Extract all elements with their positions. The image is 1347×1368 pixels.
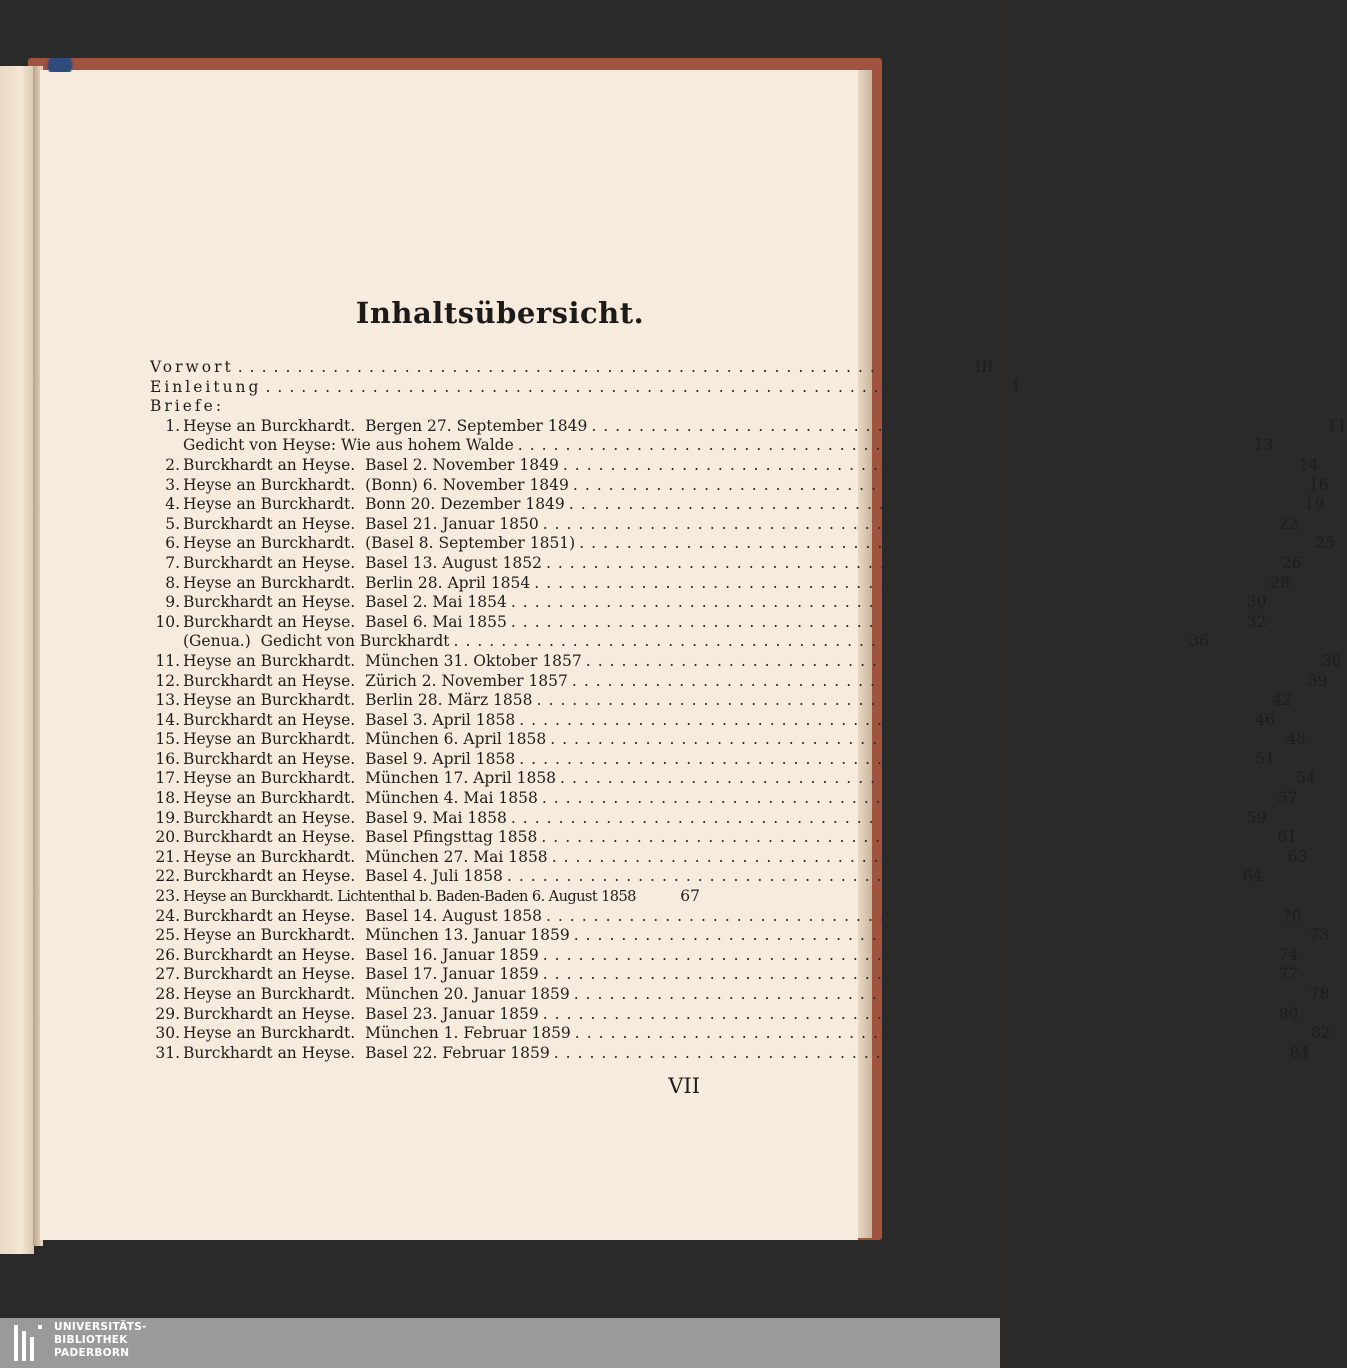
toc-leader-dots: ............................................................ — [573, 926, 1290, 945]
toc-entry — [150, 534, 1335, 554]
toc-entry-page: 77 — [1278, 965, 1299, 984]
toc-entry-title: Heyse an Burckhardt. (Bonn) 6. November 1849 — [183, 475, 569, 494]
page-title: Inhaltsübersicht. — [355, 296, 645, 330]
toc-entry-title: Burckhardt an Heyse. Basel 3. April 1858 — [183, 710, 516, 729]
toc-entry-page: 67 — [680, 887, 700, 906]
toc-entry-title: Briefe: — [150, 397, 225, 416]
toc-entry-number: 13. — [155, 691, 180, 710]
toc-entry-title: Heyse an Burckhardt. Berlin 28. März 1858 — [183, 691, 533, 710]
toc-entry-number: 6. — [165, 534, 180, 553]
library-name-line-2: BIBLIOTHEK — [54, 1334, 128, 1346]
toc-entry-page: 64 — [1242, 867, 1263, 886]
page-number: VII — [668, 1074, 700, 1098]
toc-entry-title: Burckhardt an Heyse. Basel 6. Mai 1855 — [183, 612, 507, 631]
toc-entry — [150, 985, 1330, 1005]
toc-leader-dots: ............................................................ — [542, 1004, 1259, 1023]
toc-entry-title: Vorwort — [150, 358, 234, 376]
toc-entry — [150, 358, 994, 378]
toc-leader-dots: ............................................................ — [541, 828, 1257, 847]
left-page-edge — [0, 66, 34, 1254]
toc-entry — [150, 573, 1290, 594]
toc-entry-number: 19. — [155, 808, 180, 827]
toc-leader-dots: ............................................................ — [560, 769, 1276, 788]
toc-entry-number: 23. — [155, 887, 180, 906]
toc-entry-page: 63 — [1287, 847, 1308, 866]
toc-entry-number: 31. — [155, 1043, 180, 1062]
toc-entry — [150, 612, 1267, 633]
toc-entry — [150, 691, 1293, 711]
toc-entry — [150, 553, 1302, 574]
toc-entry-page: 13 — [1253, 436, 1274, 455]
toc-entry-number: 8. — [165, 573, 180, 592]
toc-entry-title: Gedicht von Heyse: Wie aus hohem Walde — [183, 436, 514, 455]
toc-entry-number: 29. — [155, 1004, 180, 1023]
toc-leader-dots: ............................................................ — [517, 436, 1234, 455]
toc-leader-dots: ............................................................ — [579, 534, 1295, 553]
toc-entry-page: 11 — [1327, 416, 1347, 435]
toc-entry-number: 14. — [155, 710, 180, 729]
toc-leader-dots: ............................................................ — [591, 416, 1307, 435]
toc-entry-title: Heyse an Burckhardt. München 20. Januar 1859 — [183, 985, 570, 1003]
toc-entry — [150, 632, 1210, 652]
toc-entry — [150, 945, 1299, 966]
toc-entry-page: 74 — [1278, 945, 1299, 964]
toc-leader-dots: ............................................................ — [510, 808, 1227, 827]
toc-entry-number: 25. — [155, 926, 180, 945]
toc-entry-title: Burckhardt an Heyse. Basel 9. April 1858 — [183, 749, 516, 768]
toc-entry-title: Heyse an Burckhardt. München 27. Mai 1858 — [183, 847, 548, 866]
toc-entry-number: 18. — [155, 789, 180, 808]
toc-entry-page: 57 — [1277, 789, 1298, 808]
toc-leader-dots: ............................................................ — [519, 710, 1235, 729]
toc-entry-page: 28 — [1270, 573, 1290, 592]
toc-entry-title: Heyse an Burckhardt. München 17. April 1858 — [183, 769, 557, 788]
toc-entry-title: Burckhardt an Heyse. Basel 17. Januar 1859 — [183, 965, 539, 984]
toc-leader-dots: ............................................................ — [510, 593, 1227, 612]
toc-entry-title: Heyse an Burckhardt. Bonn 20. Dezember 1849 — [183, 495, 565, 514]
toc-entry-title: (Genua.) Gedicht von Burckhardt — [183, 632, 450, 651]
toc-entry-title: Burckhardt an Heyse. Basel Pfingsttag 1858 — [183, 828, 538, 847]
toc-entry — [150, 455, 1319, 476]
library-footer-bar — [0, 1318, 1000, 1368]
toc-entry — [150, 789, 1298, 809]
toc-entry-page: 1 — [1011, 377, 1022, 396]
toc-leader-dots: ............................................................ — [506, 867, 1223, 886]
toc-entry-page: 42 — [1272, 691, 1293, 710]
toc-entry-page: 51 — [1255, 749, 1275, 768]
toc-entry — [150, 906, 1302, 927]
toc-entry-page: 32 — [1246, 612, 1267, 631]
toc-leader-dots: ............................................................ — [585, 651, 1302, 670]
toc-leader-dots: ............................................................ — [574, 1024, 1291, 1043]
toc-entry — [150, 397, 700, 417]
toc-leader-dots: ............................................................ — [536, 691, 1253, 710]
library-name — [54, 1321, 147, 1360]
toc-entry — [150, 749, 1275, 770]
toc-entry-title: Heyse an Burckhardt. München 31. Oktober 1857 — [183, 651, 582, 670]
toc-entry-page: 54 — [1295, 769, 1316, 788]
toc-entry-number: 26. — [155, 945, 180, 964]
toc-entry-title: Burckhardt an Heyse. Basel 4. Juli 1858 — [183, 867, 503, 886]
toc-entry-page: 26 — [1281, 553, 1302, 572]
toc-entry — [150, 769, 1316, 789]
toc-entry-page: 59 — [1246, 808, 1267, 827]
toc-entry-title: Einleitung — [150, 377, 262, 396]
toc-entry-page: 70 — [1281, 906, 1302, 925]
toc-entry-page: 78 — [1309, 985, 1330, 1003]
toc-entry-title: Burckhardt an Heyse. Basel 2. Mai 1854 — [183, 593, 507, 612]
toc-entry-page: 19 — [1304, 495, 1325, 514]
toc-entry-title: Burckhardt an Heyse. Basel 2. November 1849 — [183, 455, 559, 474]
toc-entry — [150, 867, 1263, 887]
toc-entry-title: Burckhardt an Heyse. Basel 21. Januar 1850 — [183, 514, 539, 533]
toc-entry-title: Heyse an Burckhardt. München 13. Januar 1859 — [183, 926, 570, 945]
toc-leader-dots: ............................................................ — [542, 965, 1259, 984]
toc-entry-title: Heyse an Burckhardt. München 4. Mai 1858 — [183, 789, 538, 808]
toc-leader-dots: ............................................................ — [519, 749, 1235, 768]
library-logo-icon — [14, 1325, 42, 1361]
toc-entry-page: 16 — [1308, 475, 1329, 494]
toc-entry-page: 46 — [1255, 710, 1275, 729]
toc-entry-page: 84 — [1289, 1043, 1310, 1062]
toc-entry-title: Burckhardt an Heyse. Basel 9. Mai 1858 — [183, 808, 507, 827]
toc-entry-page: 38 — [1321, 651, 1342, 670]
toc-leader-dots: ............................................................ — [551, 847, 1268, 866]
toc-entry — [150, 651, 1342, 672]
toc-entry-page: 36 — [1189, 632, 1210, 651]
toc-entry-number: 5. — [165, 514, 180, 533]
toc-entry-title: Heyse an Burckhardt. München 6. April 1858 — [183, 730, 547, 749]
toc-leader-dots: ............................................................ — [237, 358, 954, 376]
toc-leader-dots: ............................................................ — [568, 495, 1285, 514]
toc-leader-dots: ............................................................ — [571, 671, 1288, 690]
toc-leader-dots: ............................................................ — [510, 612, 1227, 631]
toc-entry — [150, 887, 700, 907]
toc-entry — [150, 710, 1275, 731]
toc-entry-title: Burckhardt an Heyse. Basel 22. Februar 1859 — [183, 1043, 550, 1062]
toc-entry-title: Heyse an Burckhardt. Bergen 27. September 1849 — [183, 416, 588, 435]
toc-entry-number: 22. — [155, 867, 180, 886]
toc-leader-dots: ............................................................ — [265, 377, 982, 396]
toc-entry-title: Burckhardt an Heyse. Basel 23. Januar 1859 — [183, 1004, 539, 1023]
toc-entry — [150, 475, 1329, 496]
toc-entry — [150, 416, 1347, 437]
toc-leader-dots: ............................................................ — [534, 573, 1250, 592]
toc-entry-title: Burckhardt an Heyse. Basel 16. Januar 1859 — [183, 945, 539, 964]
toc-entry — [150, 436, 1274, 456]
toc-leader-dots: ............................................................ — [572, 475, 1289, 494]
toc-entry-page: 14 — [1298, 455, 1319, 474]
toc-leader-dots: ............................................................ — [550, 730, 1266, 749]
toc-entry-title: Heyse an Burckhardt. (Basel 8. September 1851) — [183, 534, 576, 553]
toc-entry-page: 73 — [1309, 926, 1330, 945]
toc-entry — [150, 495, 1325, 515]
toc-entry — [150, 730, 1306, 750]
toc-entry-page: 25 — [1315, 534, 1335, 553]
toc-leader-dots: ............................................................ — [453, 632, 1170, 651]
toc-leader-dots: ............................................................ — [562, 455, 1279, 474]
toc-entry-number: 1. — [165, 416, 180, 435]
toc-entry — [150, 926, 1330, 946]
toc-entry-number: 10. — [155, 612, 180, 631]
toc-entry — [150, 593, 1267, 613]
toc-entry-number: 16. — [155, 749, 180, 768]
toc-entry-number: 7. — [165, 553, 180, 572]
toc-leader-dots: ............................................................ — [573, 985, 1290, 1003]
toc-leader-dots: ............................................................ — [545, 906, 1262, 925]
toc-entry — [150, 1004, 1299, 1025]
toc-entry-title: Heyse an Burckhardt. Berlin 28. April 1854 — [183, 573, 531, 592]
toc-entry-title: Burckhardt an Heyse. Basel 14. August 1858 — [183, 906, 542, 925]
toc-leader-dots: ............................................................ — [542, 945, 1259, 964]
toc-entry-number: 11. — [155, 651, 180, 670]
toc-entry-number: 15. — [155, 730, 180, 749]
toc-leader-dots: ............................................................ — [545, 553, 1262, 572]
toc-entry — [150, 808, 1267, 829]
toc-leader-dots: ............................................................ — [542, 514, 1259, 533]
toc-entry — [150, 965, 1299, 985]
toc-entry-title: Burckhardt an Heyse. Zürich 2. November 1857 — [183, 671, 568, 690]
toc-entry-number: 30. — [155, 1024, 180, 1043]
toc-entry-page: 82 — [1310, 1024, 1331, 1043]
toc-entry-page: 80 — [1278, 1004, 1299, 1023]
toc-entry-number: 24. — [155, 906, 180, 925]
toc-entry-page: 48 — [1286, 730, 1306, 749]
toc-entry — [150, 1043, 1310, 1064]
toc-entry-title: Heyse an Burckhardt. Lichtenthal b. Baden-Baden 6. August 1858 — [183, 888, 636, 906]
toc-entry-page: 39 — [1307, 671, 1328, 690]
toc-leader-dots: ............................................................ — [553, 1043, 1270, 1062]
table-of-contents — [150, 358, 1347, 1063]
toc-entry-number: 12. — [155, 671, 180, 690]
binding-thread — [36, 58, 84, 72]
toc-entry — [150, 847, 1308, 868]
toc-entry — [150, 1024, 1331, 1044]
toc-entry — [150, 828, 1297, 848]
library-name-line-3: PADERBORN — [54, 1347, 130, 1359]
toc-entry — [150, 377, 1022, 398]
toc-entry-number: 17. — [155, 769, 180, 788]
toc-entry-page: III — [975, 358, 994, 376]
toc-entry-number: 4. — [165, 495, 180, 514]
toc-entry-title: Burckhardt an Heyse. Basel 13. August 1852 — [183, 553, 542, 572]
toc-entry — [150, 514, 1299, 535]
toc-entry-number: 2. — [165, 455, 180, 474]
toc-entry-number: 3. — [165, 475, 180, 494]
toc-entry-number: 9. — [165, 593, 180, 612]
toc-entry-page: 30 — [1246, 593, 1267, 612]
toc-entry-number: 28. — [155, 985, 180, 1003]
toc-entry-number: 27. — [155, 965, 180, 984]
toc-entry-page: 61 — [1277, 828, 1297, 847]
toc-leader-dots: ............................................................ — [541, 789, 1258, 808]
toc-entry-title: Heyse an Burckhardt. München 1. Februar 1859 — [183, 1024, 571, 1043]
library-name-line-1: UNIVERSITÄTS- — [54, 1321, 147, 1333]
toc-entry — [150, 671, 1328, 692]
toc-entry-number: 20. — [155, 828, 180, 847]
toc-entry-number: 21. — [155, 847, 180, 866]
toc-entry-page: 22 — [1278, 514, 1299, 533]
